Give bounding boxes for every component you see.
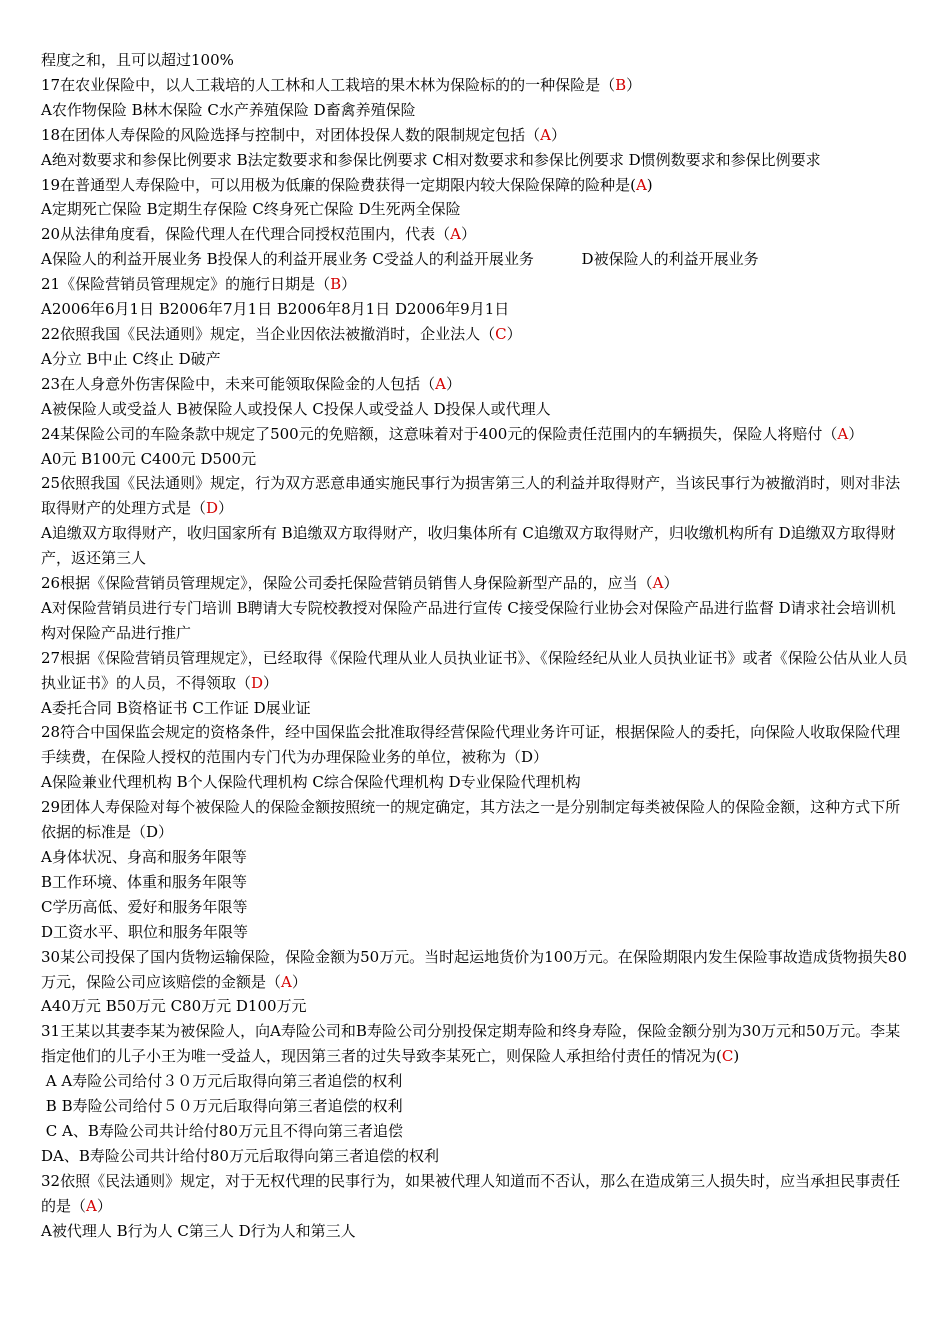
line-suffix: ） (291, 972, 307, 991)
line-suffix: ) (733, 1047, 740, 1066)
answer-letter: A (837, 424, 849, 443)
text-line (41, 696, 910, 721)
text-line (41, 870, 910, 895)
line-suffix: ） (263, 673, 279, 692)
line-text: A绝对数要求和参保比例要求 B法定数要求和参保比例要求 C相对数要求和参保比例要求 D惯例数要求和参保比例要求 (41, 150, 821, 169)
text-line (41, 123, 910, 148)
answer-letter: C (495, 324, 507, 343)
text-line (41, 521, 910, 571)
line-suffix: ） (460, 225, 476, 244)
line-text: B B寿险公司给付５０万元后取得向第三者追偿的权利 (41, 1097, 403, 1116)
text-line (41, 222, 910, 247)
text-line (41, 272, 910, 297)
line-text: 24某保险公司的车险条款中规定了500元的免赔额，这意味着对于400元的保险责任范围内的车辆损失，保险人将赔付（ (41, 424, 838, 443)
line-text: A40万元 B50万元 C80万元 D100万元 (41, 997, 307, 1016)
line-text: A保险兼业代理机构 B个人保险代理机构 C综合保险代理机构 D专业保险代理机构 (41, 773, 581, 792)
text-line (41, 596, 910, 646)
text-line (41, 1069, 910, 1094)
text-line (41, 447, 910, 472)
line-text: A定期死亡保险 B定期生存保险 C终身死亡保险 D生死两全保险 (41, 200, 461, 219)
line-suffix: ） (445, 374, 461, 393)
text-line (41, 1219, 910, 1244)
line-text: 26根据《保险营销员管理规定》，保险公司委托保险营销员销售人身保险新型产品的，应当（ (41, 574, 653, 593)
line-suffix: ） (626, 75, 642, 94)
line-suffix: ） (506, 324, 522, 343)
text-line (41, 322, 910, 347)
line-text: 23在人身意外伤害保险中，未来可能领取保险金的人包括（ (41, 374, 436, 393)
line-text: 32依照《民法通则》规定，对于无权代理的民事行为，如果被代理人知道而不否认，那么在造成第三人损失时，应当承担民事责任的是（ (41, 1171, 901, 1215)
line-text: A被保险人或受益人 B被保险人或投保人 C投保人或受益人 D投保人或代理人 (41, 399, 551, 418)
line-text: DA、B寿险公司共计给付80万元后取得向第三者追偿的权利 (41, 1146, 439, 1165)
answer-letter: A (281, 972, 292, 991)
line-text: 25依照我国《民法通则》规定，行为双方恶意串通实施民事行为损害第三人的利益并取得财产，当该民事行为被撤消时，则对非法取得财产的处理方式是（ (41, 474, 901, 518)
line-text: D工资水平、职位和服务年限等 (41, 922, 249, 941)
text-line (41, 148, 910, 173)
text-line (41, 1094, 910, 1119)
line-text: A被代理人 B行为人 C第三人 D行为人和第三人 (41, 1221, 356, 1240)
text-line (41, 471, 910, 521)
line-text: 31王某以其妻李某为被保险人，向A寿险公司和B寿险公司分别投保定期寿险和终身寿险，保险金额分别为30万元和50万元。李某指定他们的儿子小王为唯一受益人，现因第三者的过失导致李某死亡，则保险人承担给付责任的情况为( (41, 1022, 901, 1066)
line-text: 30某公司投保了国内货物运输保险，保险金额为50万元。当时起运地货价为100万元。在保险期限内发生保险事故造成货物损失80万元，保险公司应该赔偿的金额是（ (41, 947, 907, 991)
line-text: 17在农业保险中，以人工栽培的人工林和人工栽培的果木林为保险标的的一种保险是（ (41, 75, 616, 94)
line-text: 20从法律角度看，保险代理人在代理合同授权范围内，代表（ (41, 225, 451, 244)
line-text: A A寿险公司给付３０万元后取得向第三者追偿的权利 (41, 1072, 403, 1091)
line-suffix: ） (848, 424, 864, 443)
line-text: 29团体人寿保险对每个被保险人的保险金额按照统一的规定确定，其方法之一是分别制定每类被保险人的保险金额，这种方式下所依据的标准是（D） (41, 798, 901, 842)
text-line (41, 197, 910, 222)
line-text: C A、B寿险公司共计给付80万元且不得向第三者追偿 (41, 1121, 403, 1140)
text-line (41, 297, 910, 322)
line-text: 21《保险营销员管理规定》的施行日期是（ (41, 275, 331, 294)
line-text: A2006年6月1日 B2006年7月1日 B2006年8月1日 D2006年9月1日 (41, 300, 510, 319)
answer-letter: A (86, 1196, 97, 1215)
answer-letter: A (540, 125, 551, 144)
text-line (41, 247, 910, 272)
line-text: 22依照我国《民法通则》规定，当企业因依法被撤消时，企业法人（ (41, 324, 496, 343)
line-text: A追缴双方取得财产，收归国家所有 B追缴双方取得财产，收归集体所有 C追缴双方取得财产，归收缴机构所有 D追缴双方取得财产，返还第三人 (41, 524, 896, 568)
text-line (41, 994, 910, 1019)
text-line (41, 173, 910, 198)
line-text: A委托合同 B资格证书 C工作证 D展业证 (41, 698, 311, 717)
text-line (41, 845, 910, 870)
line-text: A农作物保险 B林木保险 C水产养殖保险 D畜禽养殖保险 (41, 100, 416, 119)
text-line (41, 98, 910, 123)
answer-letter: A (450, 225, 461, 244)
line-suffix: ） (96, 1196, 112, 1215)
line-suffix: ） (341, 275, 357, 294)
line-text: 19在普通型人寿保险中，可以用极为低廉的保险费获得一定期限内较大保险保障的险种是( (41, 175, 636, 194)
line-suffix: ） (218, 499, 234, 518)
line-text: 28符合中国保监会规定的资格条件，经中国保监会批准取得经营保险代理业务许可证，根据保险人的委托，向保险人收取保险代理手续费，在保险人授权的范围内专门代为办理保险业务的单位，被称为（D） (41, 723, 901, 767)
line-text: C学历高低、爱好和服务年限等 (41, 897, 248, 916)
text-line (41, 571, 910, 596)
line-suffix: ） (663, 574, 679, 593)
answer-letter: C (721, 1047, 734, 1066)
text-line (41, 397, 910, 422)
text-line (41, 73, 910, 98)
text-line (41, 795, 910, 845)
line-text: 27根据《保险营销员管理规定》，已经取得《保险代理从业人员执业证书》、《保险经纪从业人员执业证书》或者《保险公估从业人员执业证书》的人员，不得领取（ (41, 648, 908, 692)
text-line (41, 920, 910, 945)
line-suffix: ) (646, 175, 653, 194)
text-line (41, 720, 910, 770)
text-line (41, 1019, 910, 1069)
line-text: B工作环境、体重和服务年限等 (41, 872, 248, 891)
text-line (41, 48, 910, 73)
answer-letter: D (251, 673, 264, 692)
answer-letter: B (615, 75, 627, 94)
line-text: 18在团体人寿保险的风险选择与控制中，对团体投保人数的限制规定包括（ (41, 125, 541, 144)
line-text: 程度之和，且可以超过100% (41, 51, 234, 69)
answer-letter: A (652, 574, 664, 593)
text-line (41, 372, 910, 397)
text-line (41, 945, 910, 995)
line-text: A保险人的利益开展业务 B投保人的利益开展业务 C受益人的利益开展业务 D被保险人的利益开展业务 (41, 250, 759, 269)
text-line (41, 422, 910, 447)
text-line (41, 1144, 910, 1169)
line-text: A0元 B100元 C400元 D500元 (41, 449, 257, 468)
text-line (41, 895, 910, 920)
line-suffix: ） (550, 125, 566, 144)
line-text: A分立 B中止 C终止 D破产 (41, 349, 221, 368)
text-line (41, 1169, 910, 1219)
answer-letter: B (330, 275, 342, 294)
line-text: A身体状况、身高和服务年限等 (41, 848, 247, 866)
answer-letter: A (435, 374, 446, 393)
text-line (41, 770, 910, 795)
text-line (41, 646, 910, 696)
text-line (41, 347, 910, 372)
text-line (41, 1119, 910, 1144)
answer-letter: A (635, 175, 647, 194)
line-text: A对保险营销员进行专门培训 B聘请大专院校教授对保险产品进行宣传 C接受保险行业协会对保险产品进行监督 D请求社会培训机构对保险产品进行推广 (41, 598, 896, 642)
answer-letter: D (206, 499, 219, 518)
